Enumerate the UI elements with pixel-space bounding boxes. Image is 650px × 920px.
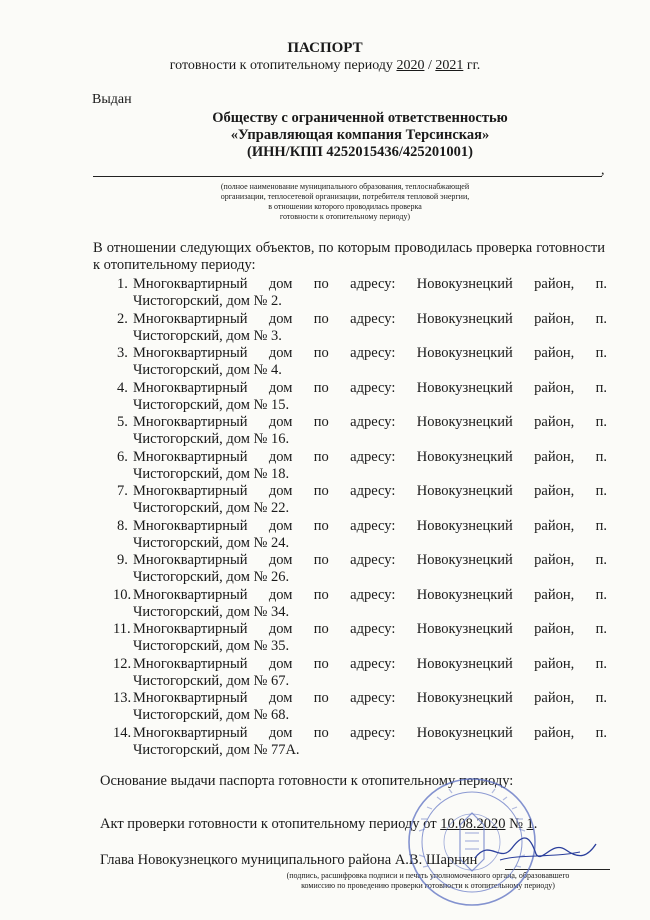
object-address-word: район, — [534, 517, 575, 534]
object-address-line1 — [133, 311, 607, 328]
year-separator: / — [424, 58, 436, 73]
object-address-word: Новокузнецкий — [416, 345, 513, 361]
object-address-word: п. — [595, 414, 607, 430]
object-address-word: район, — [534, 345, 575, 361]
object-address-word: адресу: — [350, 655, 396, 672]
object-address-word: п. — [595, 552, 607, 568]
object-address-word: дом — [268, 483, 293, 499]
object-address-word: п. — [595, 310, 607, 327]
object-address-word: по — [313, 690, 329, 706]
basis-heading: Основание выдачи паспорта готовности к отопительному периоду: — [100, 773, 514, 789]
object-address-word: п. — [595, 517, 607, 534]
org-caption-line3: в отношении которого проводилась проверка — [268, 202, 422, 211]
object-address-word: Новокузнецкий — [416, 552, 513, 568]
object-address-line1 — [133, 276, 607, 293]
object-address-word: дом — [268, 345, 293, 361]
object-address-word: по — [313, 517, 329, 534]
object-address-line2: Чистогорский, дом № 67. — [133, 672, 290, 689]
object-address-word: Новокузнецкий — [416, 621, 513, 637]
object-address-line1 — [133, 552, 607, 569]
object-address-word: по — [313, 276, 329, 292]
object-address-line1 — [133, 345, 607, 362]
object-address-line2: Чистогорский, дом № 68. — [133, 707, 290, 723]
object-address-word: Многоквартирный — [133, 414, 248, 430]
object-address-word: п. — [595, 655, 607, 672]
object-address-word: Новокузнецкий — [416, 724, 513, 741]
object-address-word: Многоквартирный — [133, 621, 248, 637]
object-address-word: район, — [534, 448, 575, 465]
object-address-word: дом — [268, 724, 293, 741]
object-address-line2: Чистогорский, дом № 26. — [133, 569, 290, 585]
object-address-word: Многоквартирный — [133, 690, 248, 706]
object-address-line1 — [133, 518, 607, 535]
object-address-word: адресу: — [350, 724, 396, 741]
org-name-line2: «Управляющая компания Терсинская» — [230, 127, 490, 143]
object-address-line2: Чистогорский, дом № 2. — [133, 293, 282, 309]
object-address-word: Новокузнецкий — [416, 276, 513, 292]
signature-caption-line2: комиссию по проведению проверки готовности к отопительному периоду) — [301, 881, 555, 890]
document-title: ПАСПОРТ — [287, 40, 363, 56]
object-address-word: адресу: — [350, 345, 396, 361]
object-address-word: по — [313, 310, 329, 327]
act-suffix: . — [533, 816, 538, 832]
object-address-word: по — [313, 379, 329, 396]
object-address-word: район, — [534, 310, 575, 327]
object-address-word: район, — [534, 552, 575, 568]
object-number: 8. — [117, 517, 128, 534]
object-number: 7. — [117, 483, 128, 499]
object-address-word: Новокузнецкий — [416, 448, 513, 465]
object-address-word: адресу: — [350, 690, 396, 706]
object-address-word: район, — [534, 621, 575, 637]
object-address-line1 — [133, 690, 607, 707]
object-address-line2: Чистогорский, дом № 22. — [133, 500, 290, 516]
object-address-word: дом — [268, 586, 293, 603]
object-address-word: по — [313, 552, 329, 568]
object-address-word: район, — [534, 414, 575, 430]
signature-caption-line1: (подпись, расшифровка подписи и печать уполномоченного органа, образовавшего — [286, 871, 570, 880]
object-address-word: по — [313, 483, 329, 499]
object-address-word: дом — [268, 276, 293, 292]
object-address-line2: Чистогорский, дом № 16. — [133, 431, 290, 447]
object-address-word: адресу: — [350, 552, 396, 568]
object-address-word: п. — [595, 483, 607, 499]
org-name-line1: Обществу с ограниченной ответственностью — [212, 110, 508, 126]
object-number: 1. — [117, 276, 128, 292]
year-to: 2021 — [435, 58, 464, 73]
object-address-word: дом — [268, 621, 293, 637]
object-address-word: п. — [595, 379, 607, 396]
document-subtitle — [0, 58, 650, 74]
object-address-word: адресу: — [350, 586, 396, 603]
object-address-word: Многоквартирный — [133, 655, 248, 672]
object-number: 4. — [117, 379, 128, 396]
org-underline — [93, 176, 602, 177]
object-address-word: по — [313, 586, 329, 603]
object-address-line2: Чистогорский, дом № 24. — [133, 534, 290, 551]
object-address-word: Многоквартирный — [133, 310, 248, 327]
object-number: 3. — [117, 345, 128, 361]
object-address-word: Многоквартирный — [133, 724, 248, 741]
object-number: 6. — [117, 448, 128, 465]
object-address-word: адресу: — [350, 448, 396, 465]
object-address-word: по — [313, 448, 329, 465]
object-address-word: адресу: — [350, 276, 396, 292]
object-address-word: Новокузнецкий — [416, 379, 513, 396]
object-address-line2: Чистогорский, дом № 18. — [133, 465, 290, 482]
act-prefix: Акт проверки готовности к отопительному периоду от — [100, 816, 441, 832]
object-address-word: дом — [268, 448, 293, 465]
object-address-line2: Чистогорский, дом № 4. — [133, 362, 282, 378]
object-address-word: Новокузнецкий — [416, 586, 513, 603]
year-from: 2020 — [396, 58, 425, 73]
object-address-word: дом — [268, 517, 293, 534]
objects-intro: В отношении следующих объектов, по которым проводилась проверка готовности к отопительному периоду: — [93, 240, 605, 273]
object-address-word: адресу: — [350, 621, 396, 637]
object-address-word: дом — [268, 690, 293, 706]
object-address-word: район, — [534, 586, 575, 603]
object-address-word: район, — [534, 724, 575, 741]
object-address-word: дом — [268, 310, 293, 327]
object-address-word: адресу: — [350, 414, 396, 430]
org-caption-line1: (полное наименование муниципального образования, теплоснабжающей — [220, 182, 470, 191]
object-address-word: Многоквартирный — [133, 379, 248, 396]
object-address-line1 — [133, 414, 607, 431]
object-address-word: район, — [534, 276, 575, 292]
object-address-line2: Чистогорский, дом № 77А. — [133, 741, 300, 758]
object-address-line1 — [133, 621, 607, 638]
object-address-word: район, — [534, 690, 575, 706]
object-address-line1 — [133, 587, 607, 604]
object-address-word: адресу: — [350, 379, 396, 396]
object-address-word: Новокузнецкий — [416, 655, 513, 672]
object-address-word: по — [313, 414, 329, 430]
object-address-line2: Чистогорский, дом № 34. — [133, 603, 290, 620]
object-address-line2: Чистогорский, дом № 3. — [133, 327, 282, 344]
object-address-word: п. — [595, 621, 607, 637]
object-number: 14. — [113, 724, 132, 741]
object-address-word: Новокузнецкий — [416, 310, 513, 327]
object-address-word: адресу: — [350, 483, 396, 499]
object-address-word: п. — [595, 276, 607, 292]
object-address-line1 — [133, 483, 607, 500]
object-number: 5. — [117, 414, 128, 430]
object-address-word: по — [313, 621, 329, 637]
object-number: 2. — [117, 310, 128, 327]
object-address-line1 — [133, 656, 607, 673]
object-address-word: п. — [595, 724, 607, 741]
object-address-word: Новокузнецкий — [416, 483, 513, 499]
object-address-word: дом — [268, 414, 293, 430]
object-address-word: по — [313, 345, 329, 361]
object-number: 13. — [113, 690, 132, 706]
object-address-line2: Чистогорский, дом № 35. — [133, 638, 290, 654]
org-caption — [190, 182, 500, 222]
object-number: 10. — [113, 586, 132, 603]
object-address-word: адресу: — [350, 310, 396, 327]
act-num-label: № — [505, 816, 527, 832]
object-address-word: Многоквартирный — [133, 552, 248, 568]
object-address-word: дом — [268, 379, 293, 396]
object-address-line1 — [133, 725, 607, 742]
object-address-word: п. — [595, 448, 607, 465]
object-address-word: п. — [595, 690, 607, 706]
org-caption-line4: готовности к отопительному периоду) — [279, 212, 411, 221]
object-address-word: район, — [534, 483, 575, 499]
act-date: 10.08.2020 — [440, 816, 506, 832]
object-address-word: Многоквартирный — [133, 483, 248, 499]
object-number: 11. — [113, 621, 131, 637]
object-address-word: Многоквартирный — [133, 586, 248, 603]
act-number: 1 — [526, 816, 534, 832]
object-address-word: по — [313, 724, 329, 741]
object-address-word: Новокузнецкий — [416, 517, 513, 534]
object-number: 12. — [113, 655, 132, 672]
object-address-line2: Чистогорский, дом № 15. — [133, 396, 290, 413]
object-address-word: Новокузнецкий — [416, 690, 513, 706]
object-address-word: Многоквартирный — [133, 448, 248, 465]
object-address-line1 — [133, 380, 607, 397]
object-address-word: дом — [268, 552, 293, 568]
handwritten-signature — [470, 830, 600, 870]
object-address-word: район, — [534, 655, 575, 672]
signatory: Глава Новокузнецкого муниципального района А.В. Шарнин — [100, 852, 478, 868]
org-inn-kpp: (ИНН/КПП 4252015436/425201001) — [247, 144, 473, 160]
object-address-word: Многоквартирный — [133, 517, 248, 534]
object-address-word: п. — [595, 345, 607, 361]
object-address-word: адресу: — [350, 517, 396, 534]
object-address-word: п. — [595, 586, 607, 603]
object-address-word: Новокузнецкий — [416, 414, 513, 430]
subtitle-prefix: готовности к отопительному периоду — [169, 58, 397, 73]
object-address-word: Многоквартирный — [133, 345, 248, 361]
object-address-word: Многоквартирный — [133, 276, 248, 292]
subtitle-suffix: гг. — [463, 58, 481, 73]
object-address-line1 — [133, 449, 607, 466]
object-address-word: район, — [534, 379, 575, 396]
org-comma: , — [601, 163, 605, 178]
object-number: 9. — [117, 552, 128, 568]
issued-label: Выдан — [92, 92, 132, 107]
org-caption-line2: организации, теплосетевой организации, потребителя тепловой энергии, — [220, 192, 470, 201]
object-address-word: по — [313, 655, 329, 672]
object-address-word: дом — [268, 655, 293, 672]
